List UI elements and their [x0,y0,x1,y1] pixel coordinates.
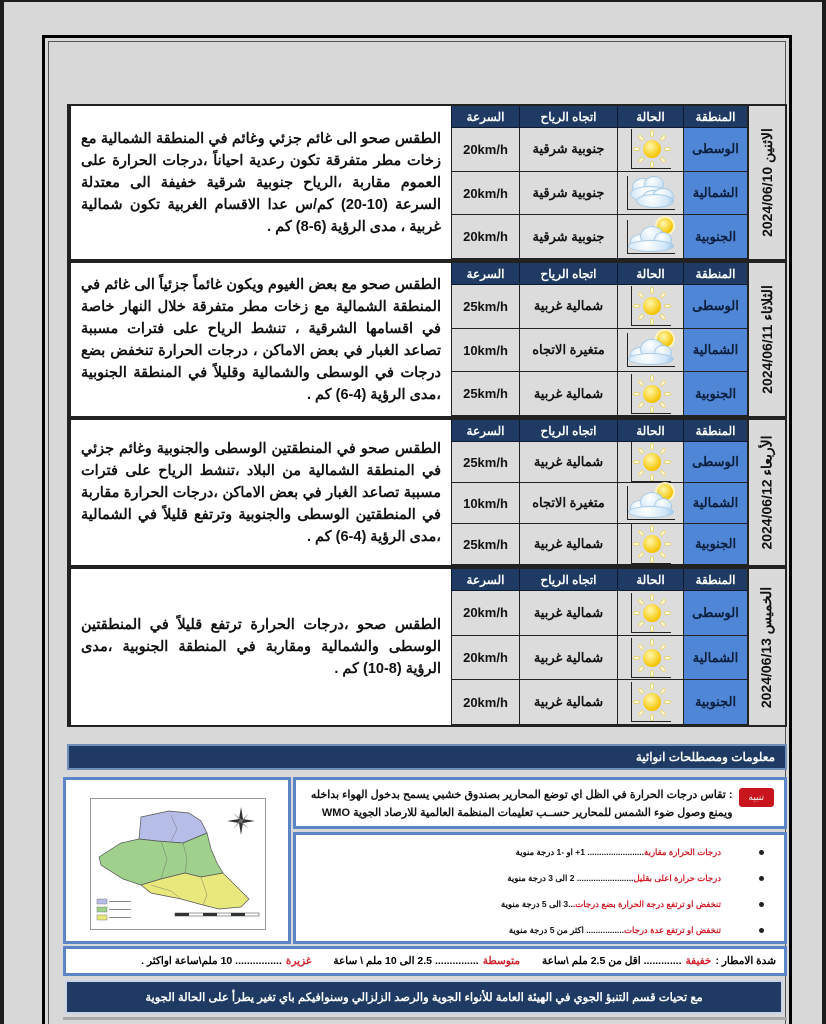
document-inner-frame [48,41,786,1024]
footer-banner: مع تحيات قسم التنبؤ الجوي في الهيئة العامة للأنواء الجوية والرصد الزلزالي وسنوافيكم باي تغير يطرأ على الحالة الجوية [65,980,783,1014]
header-region: المنطقة [683,420,747,442]
day-description [69,569,451,725]
header-region: المنطقة [683,106,747,128]
speed-cell: 25km/h [451,372,519,416]
document-frame [42,35,792,1024]
table-row [451,524,747,565]
day-date-cell [747,106,785,259]
region-cell: الشمالية [683,483,747,524]
day-date-label: الثلاثاء 2024/06/11 [758,285,775,394]
wind-direction-cell: شمالية غربية [519,285,617,329]
state-cell [617,285,683,329]
wind-direction-cell: شمالية غربية [519,442,617,483]
temp-term-item [306,917,764,943]
header-region: المنطقة [683,263,747,285]
table-row [451,172,747,216]
temp-term-value: ........................ 1+ او -1 درجة منوية [515,846,645,857]
region-map-box [63,777,291,944]
temp-term-value: ................ اكثر من 5 درجة منوية [508,924,624,935]
header-speed: السرعة [451,569,519,591]
rain-heavy-value: ................ 10 ملم\ساعة اواكثر . [141,955,282,967]
header-speed: السرعة [451,263,519,285]
day-description-text: الطقس صحو ،درجات الحرارة ترتفع قليلاً في المنطقتين الوسطى والشمالية ومقاربة في المنطقة الجنوبية ،مدى الرؤية (8-10) كم . [81,617,441,677]
region-cell: الوسطى [683,285,747,329]
temp-term-item [306,865,764,891]
partly-cloudy-icon [627,333,675,367]
sun-icon [631,638,671,678]
day-date-cell [747,420,785,565]
speed-cell: 25km/h [451,285,519,329]
sun-icon [631,682,671,722]
state-cell [617,483,683,524]
table-header [451,569,747,591]
info-section-title: معلومات ومصطلحات انوائية [67,744,787,770]
table-row [451,636,747,681]
speed-cell: 25km/h [451,442,519,483]
wind-direction-cell: متغيرة الاتجاه [519,329,617,373]
table-row [451,329,747,373]
temperature-terms-box [293,832,787,944]
state-cell [617,636,683,681]
region-cell: الجنوبية [683,680,747,725]
header-state: الحالة [617,420,683,442]
wind-direction-cell: شمالية غربية [519,636,617,681]
region-cell: الشمالية [683,172,747,216]
page-background [4,2,822,1024]
sun-icon [631,374,671,414]
wind-direction-cell: شمالية غربية [519,680,617,725]
state-cell [617,128,683,172]
temp-term: درجات الحرارة مقاربة [644,846,721,857]
warning-badge: تنبيه [739,788,774,807]
speed-cell: 20km/h [451,215,519,259]
table-row [451,680,747,725]
header-wind-direction: اتجاه الرياح [519,263,617,285]
region-cell: الجنوبية [683,372,747,416]
day-block-2 [67,261,787,418]
iraq-region-map [90,798,266,930]
header-region: المنطقة [683,569,747,591]
temperature-note [293,777,787,829]
rain-intensity-box [63,946,787,976]
state-cell [617,372,683,416]
rain-moderate-label: متوسطة [482,955,520,967]
speed-cell: 25km/h [451,524,519,565]
day-forecast-table [451,420,747,565]
compass-rose-icon [227,807,255,835]
table-header [451,263,747,285]
header-speed: السرعة [451,420,519,442]
bullet-icon [759,876,764,881]
divider [63,1017,787,1020]
table-row [451,128,747,172]
speed-cell: 20km/h [451,128,519,172]
partly-cloudy-icon [627,220,675,254]
table-row [451,285,747,329]
day-description [69,106,451,259]
speed-cell: 20km/h [451,680,519,725]
state-cell [617,524,683,565]
day-forecast-table [451,106,747,259]
iraq-map-icon [91,799,267,931]
state-cell [617,215,683,259]
sun-icon [631,286,671,326]
sun-icon [631,129,671,169]
state-cell [617,591,683,636]
bullet-icon [759,850,764,855]
speed-cell: 20km/h [451,636,519,681]
table-row [451,591,747,636]
cloudy-icon [627,176,675,210]
sun-icon [631,524,671,564]
day-date-cell [747,569,785,725]
header-wind-direction: اتجاه الرياح [519,420,617,442]
day-description-text: الطقس صحو الى غائم جزئي وغائم في المنطقة الشمالية مع زخات مطر متفرقة تكون رعدية احياناً ،درجات الحرارة على العموم مقاربة ،الرياح جنوبية شرقية خفيفة الى معتدلة السرعة (10-20) كم/س عدا الاقسام الغربية تكون شمالية غربية ، مدى الرؤية (6-8) كم . [81,130,441,235]
wind-direction-cell: متغيرة الاتجاه [519,483,617,524]
day-description [69,420,451,565]
state-cell [617,329,683,373]
header-state: الحالة [617,569,683,591]
day-block-3 [67,418,787,567]
wind-direction-cell: جنوبية شرقية [519,128,617,172]
table-header [451,106,747,128]
rain-light-value: ............. اقل من 2.5 ملم \ساعة [541,955,682,967]
day-description-text: الطقس صحو في المنطقتين الوسطى والجنوبية وغائم جزئي في المنطقة الشمالية من البلاد ،تنشط الرياح على فترات مسببة تصاعد الغبار في بعض الاماكن ،درجات الحرارة مقاربة في المنطقتين الوسطى والجنوبية وترتفع قليلاً في الشمالية ،مدى الرؤية (4-6) كم . [81,440,441,545]
header-state: الحالة [617,106,683,128]
state-cell [617,172,683,216]
partly-cloudy-icon [627,486,675,520]
rain-light-label: خفيفة [685,955,712,967]
rain-moderate-value: ............... 2.5 الى 10 ملم \ ساعة [333,955,479,967]
region-cell: الشمالية [683,636,747,681]
header-state: الحالة [617,263,683,285]
speed-cell: 10km/h [451,483,519,524]
state-cell [617,442,683,483]
region-cell: الوسطى [683,128,747,172]
table-row [451,442,747,483]
day-date-cell [747,263,785,416]
speed-cell: 20km/h [451,172,519,216]
temp-term: تنخفض او ترتفع عدة درجات [623,924,721,935]
speed-cell: 10km/h [451,329,519,373]
table-header [451,420,747,442]
table-row [451,215,747,259]
table-row [451,372,747,416]
temp-term-value: ...3 الى 5 درجة منوية [501,898,576,909]
rain-heavy-label: غزيرة [285,955,312,967]
wind-direction-cell: شمالية غربية [519,524,617,565]
wind-direction-cell: جنوبية شرقية [519,215,617,259]
bullet-icon [759,928,764,933]
note-text: : تقاس درجات الحرارة في الظل اي توضع المحارير بصندوق خشبي يسمح بدخول الهواء بداخله ويمنع وصول ضوء الشمس للمحارير حســب تعليمات المنظمة العالمية للارصاد الجوية WMO [310,789,733,819]
region-cell: الجنوبية [683,215,747,259]
day-date-label: الخميس 2024/06/13 [758,586,775,708]
temp-term-value: ........................ 2 الى 3 درجة منوية [507,872,634,883]
day-description-text: الطقس صحو مع بعض الغيوم ويكون غائماً جزئياً الى غائم في المنطقة الشمالية مع زخات مطر متفرقة خلال النهار خاصة في اقسامها الشرقية ، تنشط الرياح على فترات مسببة تصاعد الغبار في بعض الاماكن ، درجات الحرارة تنخفض بضع درجات في الوسطى والشمالية وقليلاً في المنطقة الجنوبية ،مدى الرؤية (4-6) كم . [81,276,441,403]
header-speed: السرعة [451,106,519,128]
wind-direction-cell: شمالية غربية [519,591,617,636]
sun-icon [631,593,671,633]
region-cell: الوسطى [683,442,747,483]
temp-term-item [306,891,764,917]
day-block-1 [67,104,787,261]
table-row [451,483,747,524]
region-cell: الجنوبية [683,524,747,565]
day-date-label: الاثنين 2024/06/10 [758,128,775,237]
state-cell [617,680,683,725]
wind-direction-cell: جنوبية شرقية [519,172,617,216]
day-forecast-table [451,569,747,725]
day-forecast-table [451,263,747,416]
region-cell: الوسطى [683,591,747,636]
region-cell: الشمالية [683,329,747,373]
header-wind-direction: اتجاه الرياح [519,106,617,128]
sun-icon [631,442,671,482]
temp-term: تنخفض او ترتفع درجة الحرارة بضع درجات [575,898,721,909]
day-block-4 [67,567,787,727]
temp-term-item [306,839,764,865]
header-wind-direction: اتجاه الرياح [519,569,617,591]
bullet-icon [759,902,764,907]
day-description [69,263,451,416]
day-date-label: الأربعاء 2024/06/12 [758,435,775,550]
temp-term: درجات حرارة اعلى بقليل [633,872,721,883]
rain-label: شدة الامطار : [715,955,776,967]
wind-direction-cell: شمالية غربية [519,372,617,416]
speed-cell: 20km/h [451,591,519,636]
